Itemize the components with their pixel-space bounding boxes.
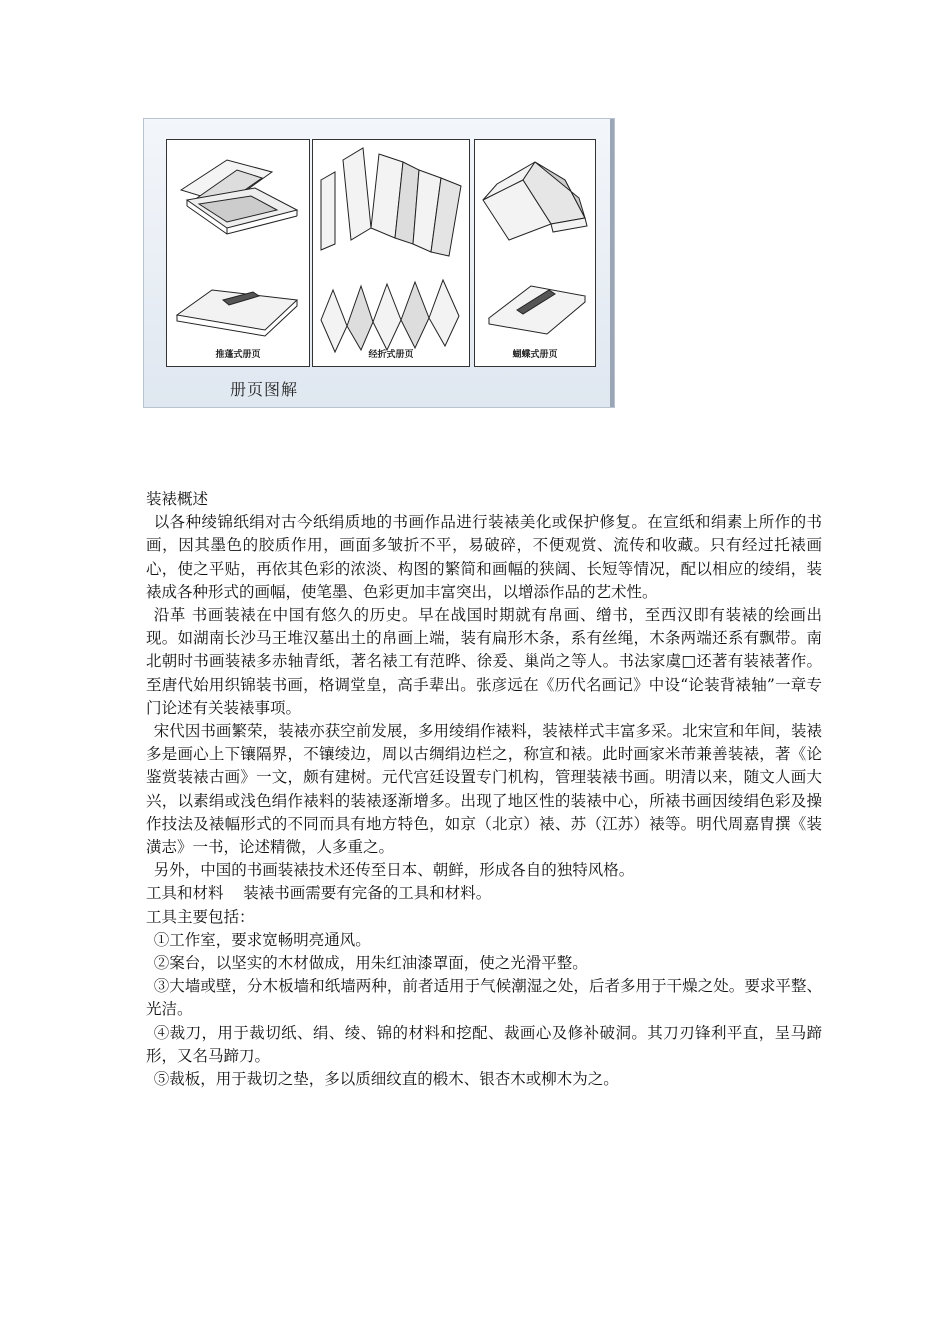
- panel-caption-2: 经折式册页: [368, 350, 414, 360]
- tool-item: ④裁刀，用于裁切纸、绢、绫、锦的材料和挖配、裁画心及修补破洞。其刀刃锋利平直，呈马蹄形，又名马蹄刀。: [146, 1023, 822, 1065]
- paragraph-history: 沿革 书画装裱在中国有悠久的历史。早在战国时期就有帛画、缯书，至西汉即有装裱的绘画出现。如湖南长沙马王堆汉墓出土的帛画上端，装有扁形木条，系有丝绳，木条两端还系有飘带。南北朝时书画装裱多赤轴青纸，著名裱工有范晔、徐爰、巢尚之等人。书法家虞□还著有装裱著作。至唐代始用织锦装书画，格调堂皇，高手辈出。张彦远在《历代名画记》中设“论装背裱轴”一章专门论述有关装裱事项。: [146, 606, 822, 717]
- accordion-illustration: [313, 140, 471, 368]
- panel-caption-3: 蝴蝶式册页: [512, 350, 558, 360]
- tool-item: ⑤裁板，用于裁切之垫，多以质细纹直的椴木、银杏木或柳木为之。: [153, 1070, 619, 1089]
- push-awning-illustration: [167, 140, 311, 368]
- tool-item: ③大墙或壁，分木板墙和纸墙两种，前者适用于气候潮湿之处，后者多用于干燥之处。要求平整、光洁。: [146, 977, 822, 1019]
- paragraph-song-dynasty: 宋代因书画繁荣，装裱亦获空前发展，多用绫绢作裱料，装裱样式丰富多采。北宋宣和年间，装裱多是画心上下镶隔界，不镶绫边，周以古绸绢边栏之，称宣和裱。此时画家米芾兼善装裱，著《论鉴赏装裱古画》一文，颇有建树。元代宫廷设置专门机构，管理装裱书画。明清以来，随文人画大兴，以素绢或浅色绢作裱料的装裱逐渐增多。出现了地区性的装裱中心，所裱书画因绫绢色彩及操作技法及裱幅形式的不同而具有地方特色，如京（北京）裱、苏（江苏）裱等。明代周嘉胄撰《装潢志》一书，论述精微，人多重之。: [146, 722, 822, 857]
- panel-butterfly: [474, 139, 596, 367]
- figure-edge: [610, 119, 614, 407]
- figure-title: 册页图解: [230, 380, 299, 399]
- paragraph-overview: 以各种绫锦纸绢对古今纸绢质地的书画作品进行装裱美化或保护修复。在宣纸和绢素上所作的书画，因其墨色的胶质作用，画面多皱折不平，易破碎，不便观赏、流传和收藏。只有经过托裱画心，使之平贴，再依其色彩的浓淡、构图的繁简和画幅的狭阔、长短等情况，配以相应的绫绢，装裱成各种形式的画幅，使笔墨、色彩更加丰富突出，以增添作品的艺术性。: [146, 513, 822, 601]
- panel-caption-1: 推蓬式册页: [215, 350, 261, 360]
- article-body: [146, 488, 822, 1091]
- album-leaf-figure: [143, 118, 615, 408]
- panel-push-awning: [166, 139, 310, 367]
- tool-item: ②案台，以坚实的木材做成，用朱红油漆罩面，使之光滑平整。: [153, 954, 588, 973]
- tools-intro: 工具主要包括：: [146, 907, 255, 926]
- tool-item: ①工作室，要求宽畅明亮通风。: [153, 930, 371, 949]
- butterfly-illustration: [475, 140, 597, 368]
- paragraph-overseas: 另外，中国的书画装裱技术还传至日本、朝鲜，形成各自的独特风格。: [153, 861, 635, 880]
- tools-and-materials-heading: 工具和材料 装裱书画需要有完备的工具和材料。: [146, 884, 492, 903]
- panel-accordion: [312, 139, 470, 367]
- article-heading: 装裱概述: [146, 490, 209, 508]
